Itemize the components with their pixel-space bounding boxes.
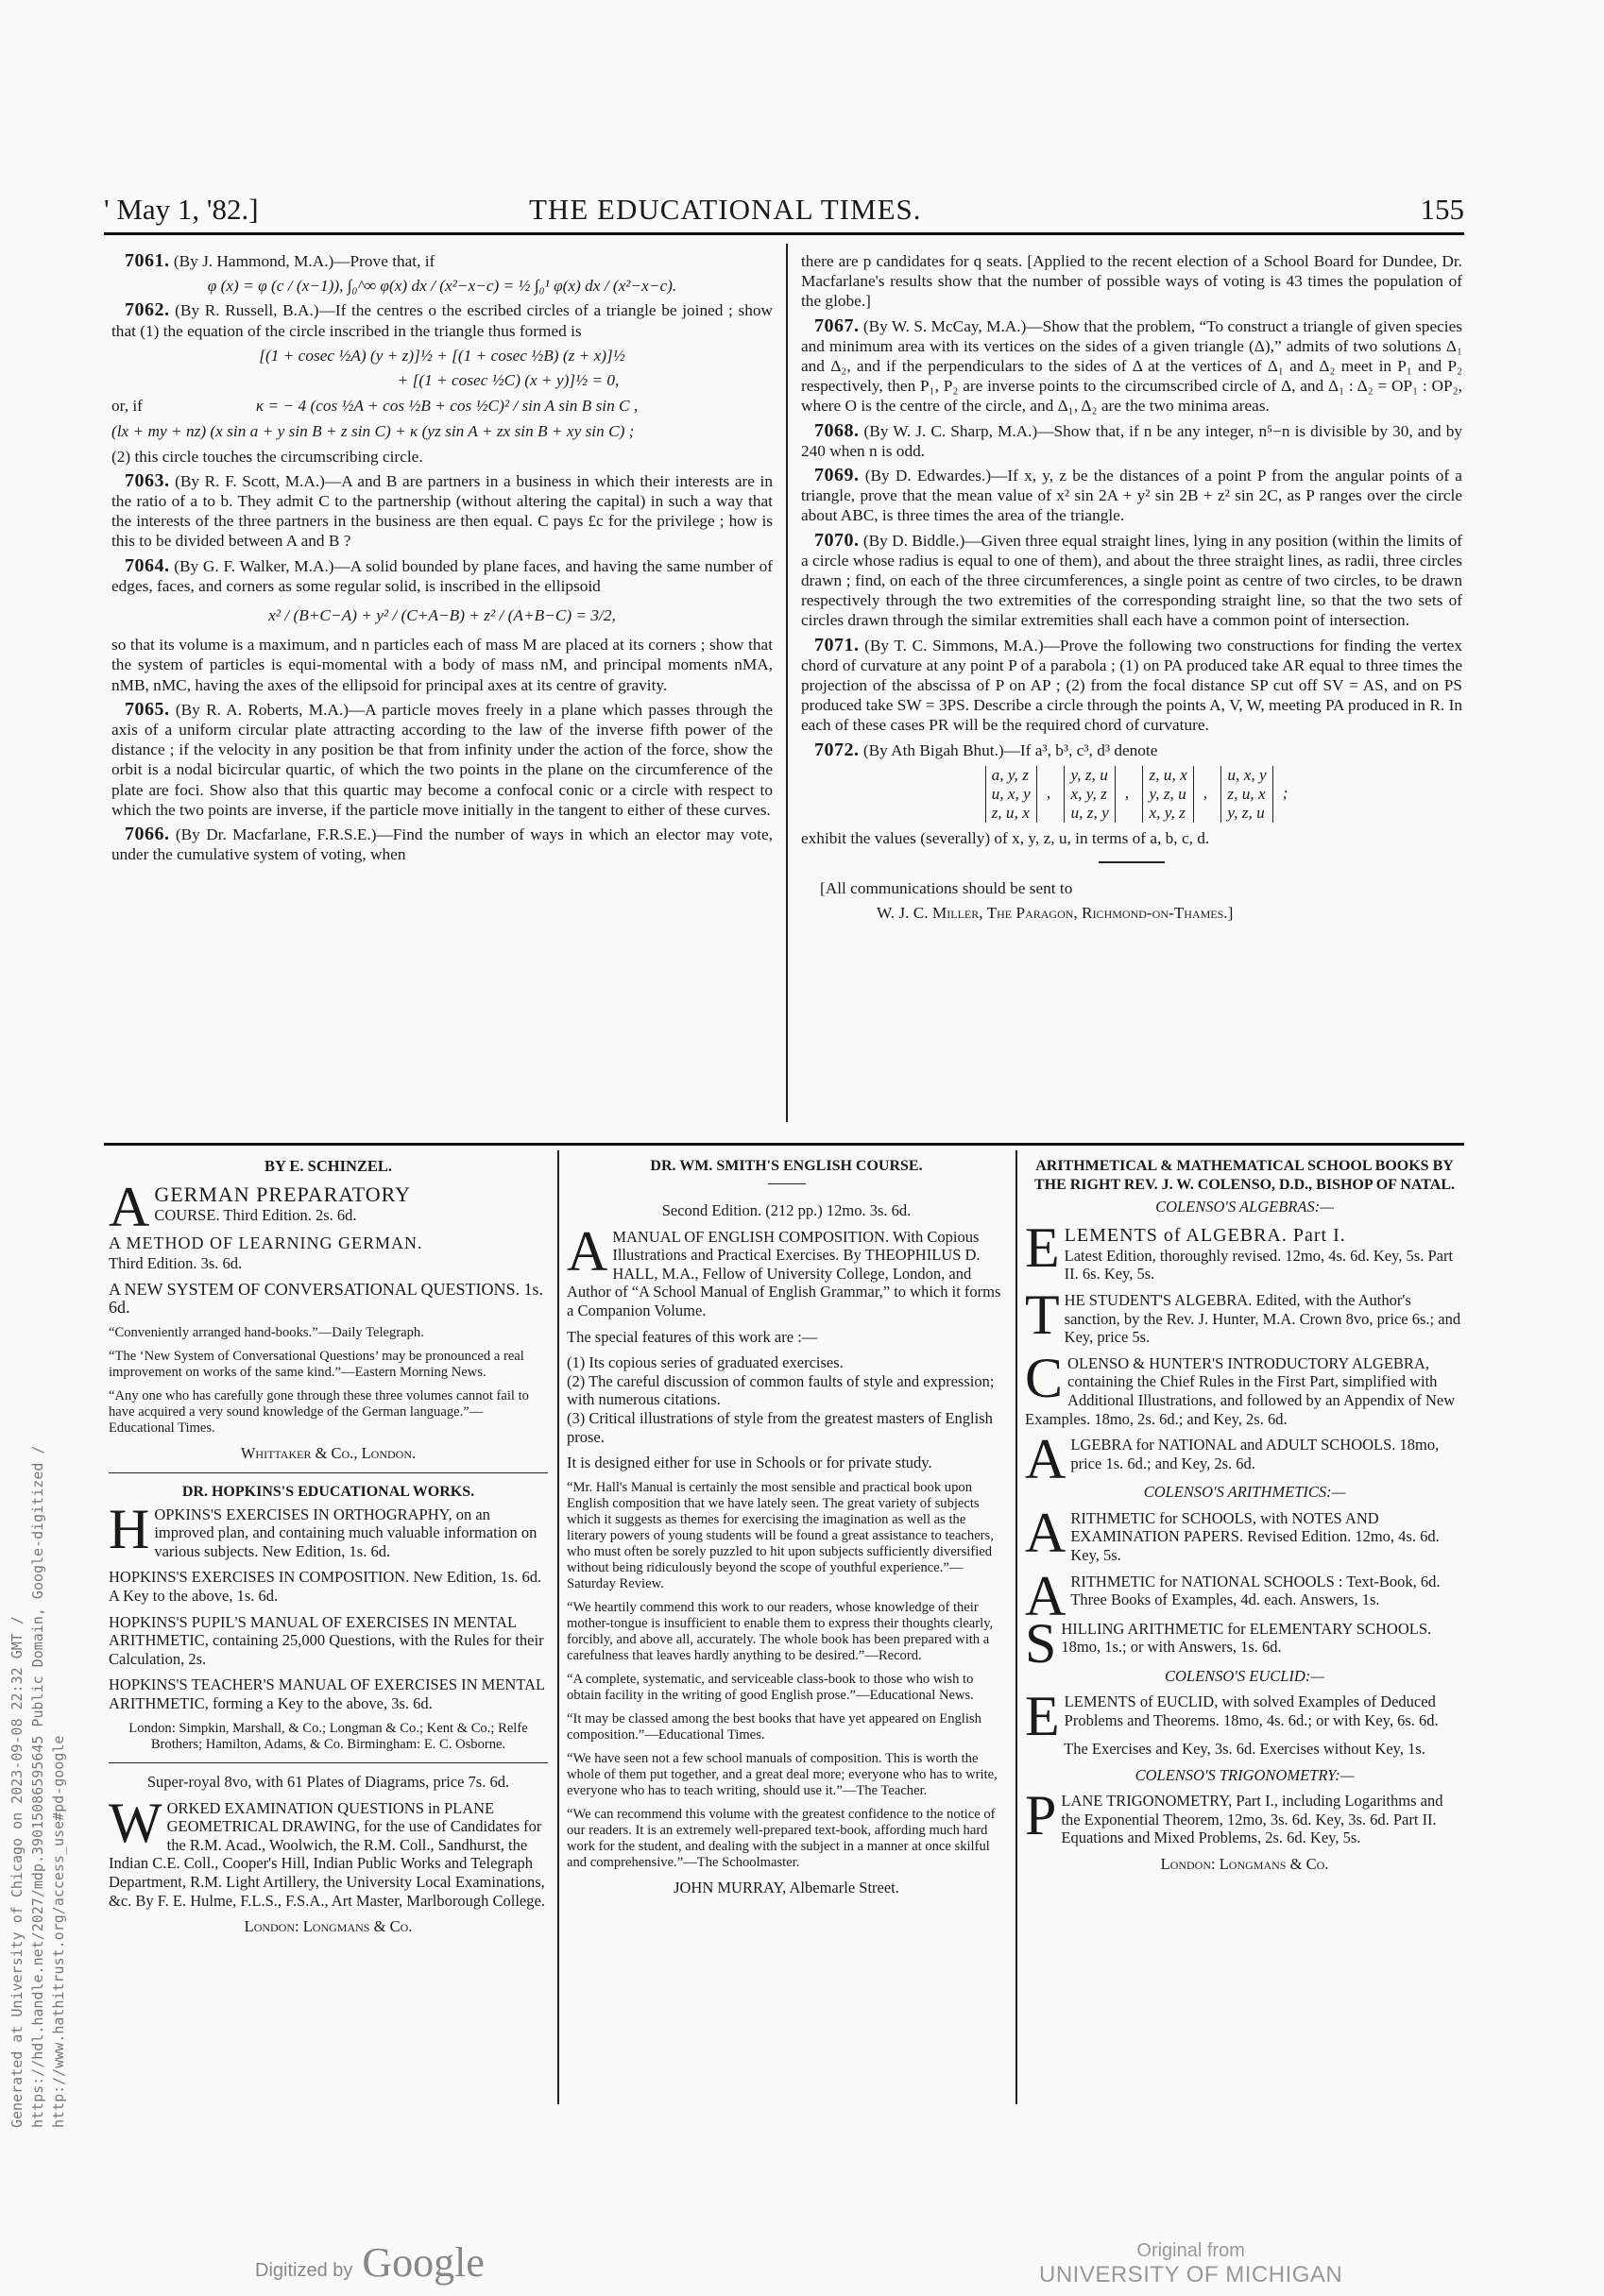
ad-hopkins-pupil: HOPKINS'S PUPIL'S MANUAL OF EXERCISES IN MENTAL ARITHMETIC, containing 25,000 Questions, with the Rules for their Calculation, 2s. (109, 1612, 544, 1668)
question-7070: 7070. (By D. Biddle.)—Given three equal straight lines, lying in any position (within the limits of a circle whose radius is equal to one of them), and about the three straight lines, as radii, three circles drawn ; find, on each of the three circumferences, a single point as centre of two circles, to be drawn respectively through the two extremities of the corresponding straight line, so that the two sets of circles drawn through the similar extremities shall each have a common point of intersection. (801, 529, 1462, 630)
page-header (104, 193, 1464, 238)
determinants-7072: a, y, z u, x, y z, u, x, y, z, u x, y, z u, z, y, z, u, x y, z, u x, y, z, u, x, y z, u, x y, z, u; (801, 766, 1462, 823)
ad-students-algebra: THE STUDENT'S ALGEBRA. Edited, with the Author's sanction, by the Rev. J. Hunter, M.A. Crown 8vo, price 6s.; and Key, price 5s. (1025, 1283, 1461, 1347)
communications-address: W. J. C. Miller, The Paragon, Richmond-on-Thames.] (877, 903, 1234, 922)
question-7062: 7062. (By R. Russell, B.A.)—If the centres o the escribed circles of a triangle be joined ; show that (1) the equation of the circle inscribed in the triangle thus formed is (111, 299, 773, 340)
smith-review-6: “We can recommend this volume with the greatest confidence to the notice of our readers. It is an extremely well-prepared text-book, affording much hard work for the student, and dealing with the subject in a manner at once skilful and comprehensive.”—The Schoolmaster. (567, 1806, 996, 1870)
question-7072: 7072. (By Ath Bigah Bhut.)—If a³, b³, c³, d³ denote (814, 739, 1158, 760)
ad-publisher-whittaker: Whittaker & Co., London. (240, 1443, 417, 1462)
smith-review-5: “We have seen not a few school manuals of composition. This is worth the whole of them put together, and a great deal more; everyone who has to write, everyone who has to teach writing, should use it.”—The Teacher. (567, 1750, 998, 1798)
hathitrust-margin-note: Generated at University of Chicago on 2023-09-08 22:32 GMT / https://hdl.handle.net/2027/mdp.39015086595645 Public Domain, Google-digitized / http://www.hathitrust.org/access_use#pd-google (9, 1445, 67, 2128)
ad-hopkins-composition: HOPKINS'S EXERCISES IN COMPOSITION. New Edition, 1s. 6d. A Key to the above, 1s. 6d. (109, 1568, 542, 1606)
ad-review-1: “Conveniently arranged hand-books.”—Daily Telegraph. (109, 1324, 424, 1340)
hopkins-heading: DR. HOPKINS'S EDUCATIONAL WORKS. (181, 1484, 475, 1501)
colenso-trig-heading: COLENSO'S TRIGONOMETRY:— (1135, 1765, 1355, 1784)
ad-worked-examination: WORKED EXAMINATION QUESTIONS in PLANE GEOMETRICAL DRAWING, for the use of Candidates for the R.M. Acad., Woolwich, the R.M. Coll., Sandhurst, the Indian C.E. Coll., Cooper's Hill, Indian Public Works and Telegraph Department, R.M. Light Artillery, the University Local Examinations, &c. By F. E. Hulme, F.L.S., F.S.A., Art Master, Marlborough College. (109, 1791, 545, 1910)
ads-rule (104, 1143, 1464, 1146)
ad-plane-trig: PLANE TRIGONOMETRY, Part I., including Logarithms and the Exponential Theorem, 12mo, 3s. 6d. Key, 3s. 6d. Part II. Equations and Mixed Problems, 2s. 6d. Key, 5s. (1025, 1784, 1443, 1847)
ad-hopkins-publisher: London: Simpkin, Marshall, & Co.; Longman & Co.; Kent & Co.; Relfe Brothers; Hamilton, Adams, & Co. Birmingham: E. C. Osborne. (128, 1720, 528, 1752)
smith-feature-3: (3) Critical illustrations of style from the greatest masters of English prose. (567, 1409, 993, 1446)
journal-title: THE EDUCATIONAL TIMES. (529, 193, 922, 226)
ad-conversational: A NEW SYSTEM OF CONVERSATIONAL QUESTIONS. 1s. 6d. (109, 1279, 544, 1318)
formula-7062-c: or, if κ = − 4 (cos ½A + cos ½B + cos ½C)² / sin A sin B sin C , (111, 397, 639, 416)
schinzel-byline: BY E. SCHINZEL. (264, 1157, 393, 1175)
matrix-1: a, y, z u, x, y z, u, x (985, 766, 1037, 823)
question-7064-tail: so that its volume is a maximum, and n particles each of mass M are placed at its corners ; show that the system of particles is equi-momental with a body of mass nM, and principal moments nMA, nMB, nMC, having the axes of the ellipsoid for principal axes at its centre of gravity. (111, 636, 773, 694)
smith-feature-2: (2) The careful discussion of common faults of style and expression; with numerous citations. (567, 1371, 995, 1409)
formula-7062-a: [(1 + cosec ½A) (y + z)]½ + [(1 + cosec ½B) (z + x)]½ (259, 346, 625, 365)
question-7063: 7063. (By R. F. Scott, M.A.)—A and B are partners in a business in which their interests are in the ratio of a to b. They admit C to the partnership (without altering the capital) in such a way that the interests of the three partners in the business are then equal. C pays £c for the privilege ; how is this to be divided between A and B ? (111, 469, 773, 551)
digitized-by-google: Digitized by Google (255, 2239, 485, 2286)
short-rule (1099, 861, 1165, 863)
ads-divider-1 (557, 1150, 559, 2104)
question-7066-cont: there are p candidates for q seats. [Applied to the recent election of a School Board for Dundee, Dr. Macfarlane's results show that the number of possible ways of voting is 43 times the population of the globe.] (801, 252, 1462, 311)
question-7068: 7068. (By W. J. C. Sharp, M.A.)—Show that, if n be any integer, n⁵−n is divisible by 30, and by 240 when n is odd. (801, 419, 1462, 460)
question-7065: 7065. (By R. A. Roberts, M.A.)—A particle moves freely in a plane which passes through the axis of a uniform circular plate attracting according to the law of the inverse fifth power of the distance ; if the velocity in any position be that from infinity under the action of the force, show the orbit is a nodal bicircular quartic, of which the two points in the plane on the circumference of the plate are foci. Show also that this quartic may become a confocal conic or a circle with respect to which the two points are inverse, if the particle move initially in the tangent to either of these curves. (111, 698, 773, 819)
ad-arithmetic-schools: ARITHMETIC for SCHOOLS, with NOTES AND EXAMINATION PAPERS. Revised Edition. 12mo, 4s. 6d. Key, 5s. (1025, 1501, 1440, 1564)
ad-hopkins-orthography: HOPKINS'S EXERCISES IN ORTHOGRAPHY, on an improved plan, and containing much valuable information on various subjects. New Edition, 1s. 6d. (109, 1497, 538, 1560)
question-7062-tail: (2) this circle touches the circumscribing circle. (111, 447, 423, 466)
formula-7062-d: (lx + my + nz) (x sin a + y sin B + z sin C) + κ (yz sin A + zx sin B + xy sin C) ; (111, 422, 635, 441)
ad-review-2: “The ‘New System of Conversational Questions’ may be pronounced a real improvement on works of the same kind.”—Eastern Morning News. (109, 1348, 524, 1380)
original-from-michigan: Original from UNIVERSITY OF MICHIGAN (1039, 2240, 1343, 2287)
ad-rule (768, 1183, 806, 1185)
left-column (111, 251, 773, 869)
ad-manual-composition: AMANUAL OF ENGLISH COMPOSITION. With Copious Illustrations and Practical Exercises. By THEOPHILUS D. HALL, M.A., Fellow of University College, London, and Author of “A School Manual of English Grammar,” to which it forms a Companion Volume. (567, 1219, 1001, 1320)
formula-7061: φ (x) = φ (c / (x−1)), ∫₀^∞ φ(x) dx / (x²−x−c) = ½ ∫₀¹ φ(x) dx / (x²−x−c). (207, 277, 677, 296)
google-logo: Google (362, 2239, 485, 2286)
ad-rule (109, 1762, 548, 1764)
smith-edition: Second Edition. (212 pp.) 12mo. 3s. 6d. (661, 1201, 912, 1220)
ad-algebra-national: ALGEBRA for NATIONAL and ADULT SCHOOLS. 18mo, price 1s. 6d.; and Key, 2s. 6d. (1025, 1428, 1440, 1491)
smith-review-2: “We heartily commend this work to our readers, whose knowledge of their mother-tongue is insufficient to enable them to express their thoughts clearly, forcibly, and above all, accurately. The whole book has been prepared with a carefulness that leaves hardly anything to be desired.”—Record. (567, 1599, 994, 1663)
ad-introductory-algebra: COLENSO & HUNTER'S INTRODUCTORY ALGEBRA, containing the Chief Rules in the First Part, simplified with Additional Illustrations, and followed by an Appendix of New Examples. 18mo, 2s. 6d.; and Key, 2s. 6d. (1025, 1346, 1456, 1428)
ad-shilling-arithmetic: SHILLING ARITHMETIC for ELEMENTARY SCHOOLS. 18mo, 1s.; or with Answers, 1s. 6d. (1025, 1611, 1432, 1675)
ad-column-3 (1025, 1157, 1464, 1874)
colenso-euclid-heading: COLENSO'S EUCLID:— (1164, 1666, 1324, 1685)
formula-7064: x² / (B+C−A) + y² / (C+A−B) + z² / (A+B−C) = 3/2, (268, 606, 616, 625)
smith-feature-1: (1) Its copious series of graduated exercises. (567, 1353, 844, 1372)
matrix-3: z, u, x y, z, u x, y, z (1142, 766, 1193, 823)
smith-review-1: “Mr. Hall's Manual is certainly the most sensible and practical book upon English composition that we have lately seen. The great variety of subjects which it suggests as themes for exercising the imagination as well as the literary powers of young students will be found a great assistance to teachers, who must often be sorely puzzled to hit upon subjects sufficiently diversified without being ridiculously beyond the scope of youthful experience.”—Saturday Review. (567, 1479, 994, 1591)
right-column (801, 251, 1462, 927)
question-7072-tail: exhibit the values (severally) of x, y, z, u, in terms of a, b, c, d. (801, 828, 1210, 847)
issue-date: ' May 1, '82.] (104, 193, 259, 226)
matrix-4: u, x, y z, u, x y, z, u (1220, 766, 1272, 823)
ad-longmans-1: London: Longmans & Co. (244, 1917, 413, 1936)
header-rule (104, 232, 1464, 235)
smith-review-3: “A complete, systematic, and serviceable class-book to those who wish to obtain facility in the writing of good English prose.”—Educational News. (567, 1671, 974, 1703)
page-number: 155 (1420, 193, 1464, 226)
smith-review-4: “It may be classed among the best books that have yet appeared on English composition.”—Educational Times. (567, 1710, 981, 1743)
ad-column-2 (567, 1157, 1006, 1896)
ad-arithmetic-national: ARITHMETIC for NATIONAL SCHOOLS : Text-Book, 6d. Three Books of Examples, 4d. each. Answers, 1s. (1025, 1564, 1441, 1627)
ad-hopkins-teacher: HOPKINS'S TEACHER'S MANUAL OF EXERCISES IN MENTAL ARITHMETIC, forming a Key to the above, 3s. 6d. (109, 1675, 545, 1712)
ad-rule (109, 1472, 548, 1474)
question-7066: 7066. (By Dr. Macfarlane, F.R.S.E.)—Find the number of ways in which an elector may vote, under the cumulative system of voting, when (111, 824, 773, 864)
question-7061: 7061. (By J. Hammond, M.A.)—Prove that, if (125, 250, 435, 271)
communications-note: [All communications should be sent to (820, 878, 1073, 897)
smith-heading: DR. WM. SMITH'S ENGLISH COURSE. (650, 1158, 923, 1174)
smith-feature-4: It is designed either for use in Schools or for private study. (567, 1454, 932, 1472)
question-7067: 7067. (By W. S. McCay, M.A.)—Show that the problem, “To construct a triangle of given species and minimum area with its vertices on the sides of a given triangle (Δ),” admits of two solutions Δ₁ and Δ₂, and if the perpendiculars to the sides of Δ at the vertices of Δ₁ and Δ₂ meet in P₁ and P₂ respectively, then P₁, P₂ are inverse points to the circumscribed circle of Δ, and Δ₁ : Δ₂ = OP₁ : OP₂, where O is the centre of the circle, and Δ₁, Δ₂ are the two minima areas. (801, 315, 1462, 416)
smith-features-heading: The special features of this work are :— (567, 1327, 818, 1346)
ads-divider-2 (1015, 1150, 1017, 2104)
column-divider (786, 244, 788, 1122)
ad-german-preparatory: AGERMAN PREPARATORY COURSE. Third Edition. 2s. 6d. (109, 1175, 412, 1238)
colenso-algebras-heading: COLENSO'S ALGEBRAS:— (1155, 1198, 1334, 1216)
colenso-heading: ARITHMETICAL & MATHEMATICAL SCHOOL BOOKS BY THE RIGHT REV. J. W. COLENSO, D.D., BISHOP OF NATAL. (1034, 1158, 1455, 1193)
ad-column-1 (109, 1157, 548, 1936)
ad-publisher-murray: JOHN MURRAY, Albemarle Street. (674, 1878, 899, 1896)
ad-euclid-exercises: The Exercises and Key, 3s. 6d. Exercises without Key, 1s. (1064, 1740, 1425, 1759)
ad-method-german: A METHOD OF LEARNING GERMAN. (109, 1233, 423, 1253)
question-7071: 7071. (By T. C. Simmons, M.A.)—Prove the following two constructions for finding the vertex chord of curvature at any point P of a parabola ; (1) on PA produced take AR equal to three times the projection of the abscissa of P on AP ; (2) from the focal distance SP cut off SV = AS, and on PS produced take SW = 3PS. Describe a circle through the points A, V, W, meeting PA produced in R. In each of these cases PR will be the required chord of curvature. (801, 634, 1462, 735)
formula-7062-b: + [(1 + cosec ½C) (x + y)]½ = 0, (397, 371, 620, 390)
ad-method-german-ed: Third Edition. 3s. 6d. (109, 1254, 243, 1273)
ad-review-3: “Any one who has carefully gone through these three volumes cannot fail to have acquired a very sound knowledge of the German language.”—Educational Times. (109, 1387, 529, 1436)
ad-longmans-2: London: Longmans & Co. (1160, 1855, 1329, 1874)
colenso-arithmetics-heading: COLENSO'S ARITHMETICS:— (1143, 1483, 1346, 1502)
matrix-2: y, z, u x, y, z u, z, y (1064, 766, 1115, 823)
ad-elements-algebra: ELEMENTS of ALGEBRA. Part I. Latest Edition, thoroughly revised. 12mo, 4s. 6d. Key, 5s. Part II. 6s. Key, 5s. (1025, 1216, 1454, 1284)
question-7064: 7064. (By G. F. Walker, M.A.)—A solid bounded by plane faces, and having the same number of edges, faces, and corners as some regular solid, is inscribed in the ellipsoid (111, 554, 773, 595)
ad-elements-euclid: ELEMENTS of EUCLID, with solved Examples of Deduced Problems and Theorems. 18mo, 4s. 6d.; or with Key, 6s. 6d. (1025, 1685, 1439, 1748)
ad-diagrams-top: Super-royal 8vo, with 61 Plates of Diagrams, price 7s. 6d. (146, 1773, 510, 1792)
question-7069: 7069. (By D. Edwardes.)—If x, y, z be the distances of a point P from the angular points of a triangle, prove that the mean value of x² sin 2A + y² sin 2B + z² sin 2C, as P ranges over the circle about ABC, is three times the area of the triangle. (801, 465, 1462, 525)
